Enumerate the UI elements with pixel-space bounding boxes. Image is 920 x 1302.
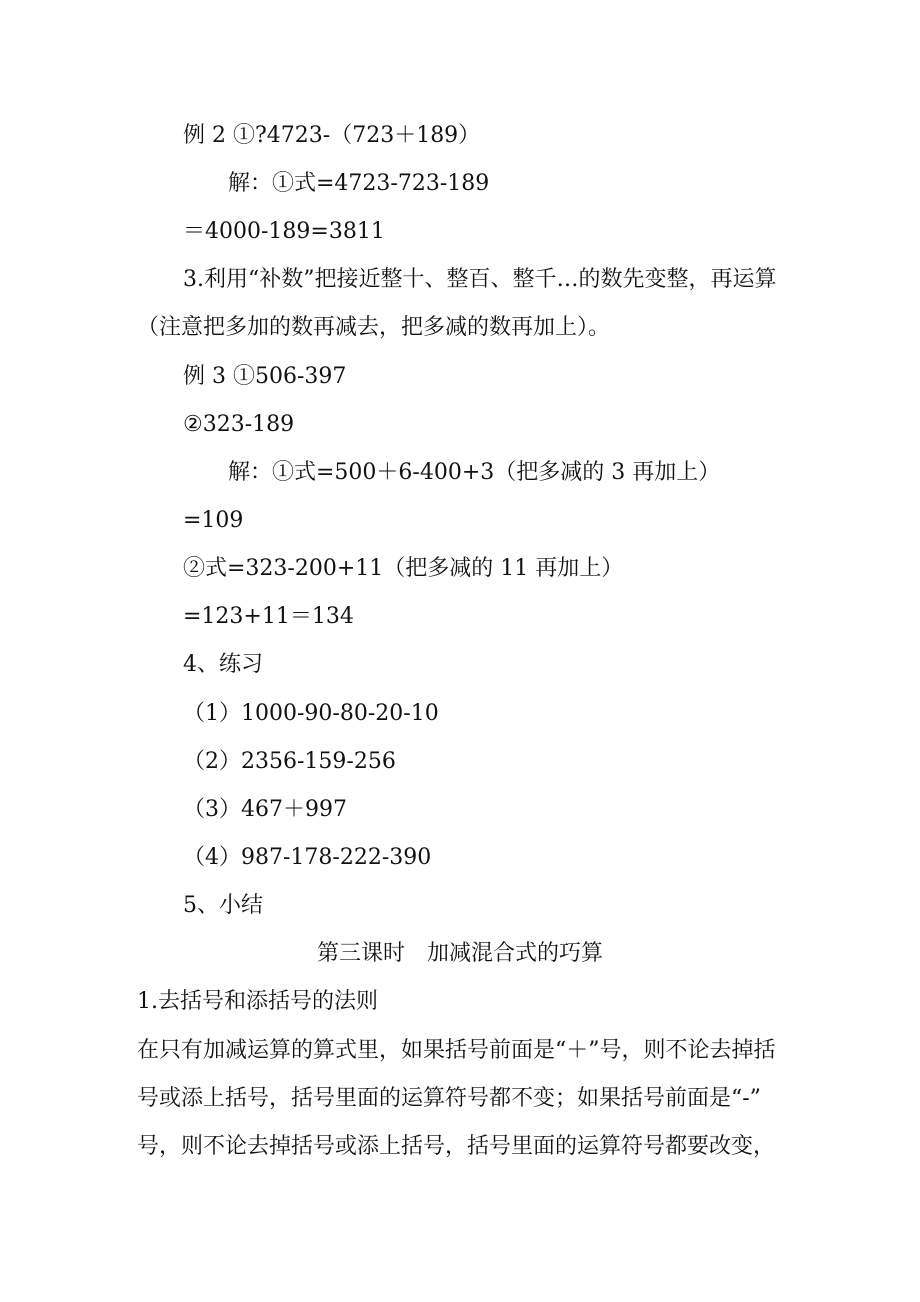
rule-paragraph-line-3: 号，则不论去掉括号或添上括号，括号里面的运算符号都要改变， <box>137 1134 776 1159</box>
rule-heading: 1.去括号和添括号的法则 <box>137 989 378 1014</box>
method-3-heading: 3.利用“补数”把接近整十、整百、整千…的数先变整，再运算 <box>183 267 777 292</box>
rule-paragraph-line-2: 号或添上括号，括号里面的运算符号都不变；如果括号前面是“-” <box>137 1086 761 1111</box>
rule-paragraph-line-1: 在只有加减运算的算式里，如果括号前面是“＋”号，则不论去掉括 <box>137 1038 776 1063</box>
example-2-problem: 例 2 ①?4723-（723＋189） <box>183 123 481 148</box>
example-3-solution-2-step-2: =123+11＝134 <box>183 604 354 629</box>
section-title: 第三课时 加减混合式的巧算 <box>316 941 603 966</box>
example-3-solution-1-step-2: =109 <box>183 508 244 533</box>
practice-item-4: （4）987-178-222-390 <box>183 845 432 870</box>
practice-item-3: （3）467＋997 <box>183 797 347 822</box>
practice-item-2: （2）2356-159-256 <box>183 749 396 774</box>
summary-heading: 5、小结 <box>183 893 263 918</box>
practice-item-1: （1）1000-90-80-20-10 <box>183 701 439 726</box>
example-3-solution-1-step-1: 解：①式=500＋6-400+3（把多减的 3 再加上） <box>228 460 721 485</box>
example-3-problem-1: 例 3 ①506-397 <box>183 364 347 389</box>
method-3-note: （注意把多加的数再减去，把多减的数再加上）。 <box>137 315 611 340</box>
example-3-problem-2: ②323-189 <box>183 412 295 437</box>
example-2-solution-step-2: ＝4000-189=3811 <box>183 219 385 244</box>
example-3-solution-2-step-1: ②式=323-200+11（把多减的 11 再加上） <box>183 556 624 581</box>
example-2-solution-step-1: 解：①式=4723-723-189 <box>228 171 490 196</box>
practice-heading: 4、练习 <box>183 652 263 677</box>
